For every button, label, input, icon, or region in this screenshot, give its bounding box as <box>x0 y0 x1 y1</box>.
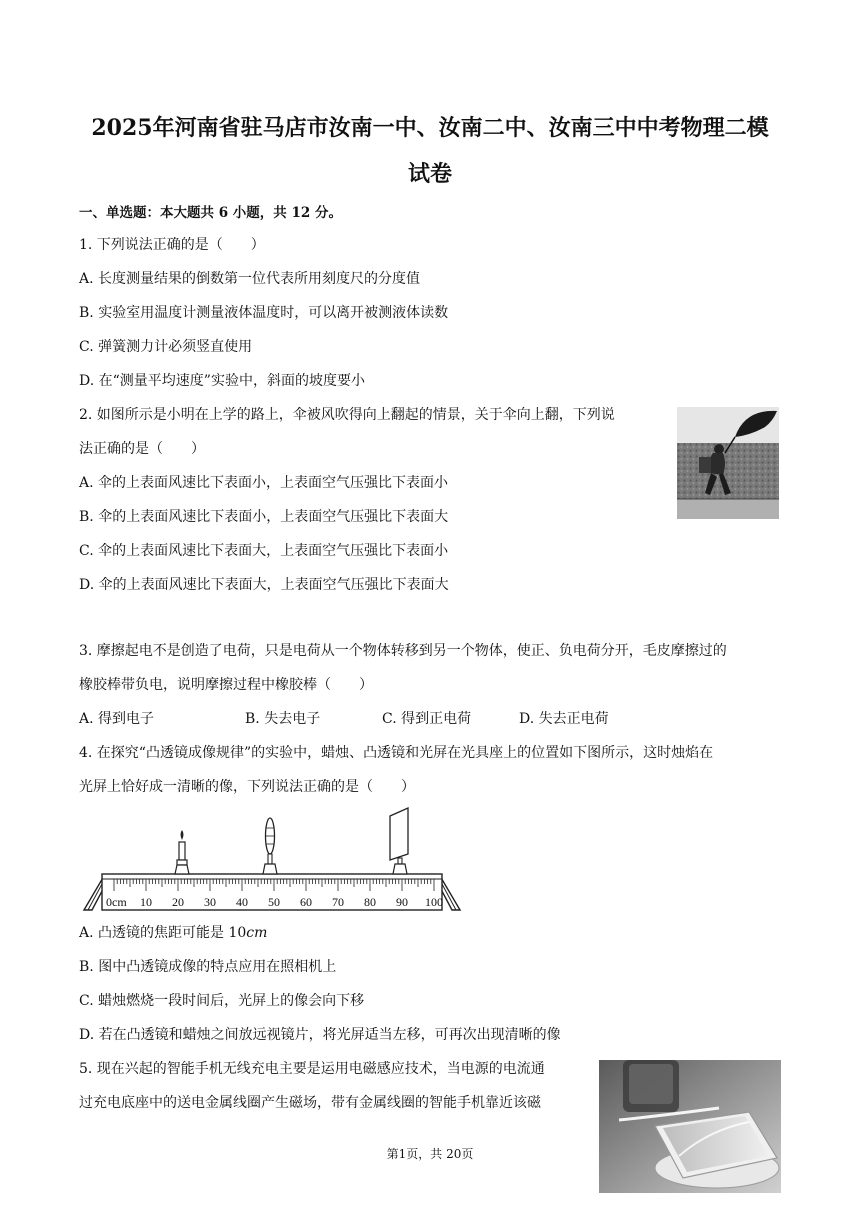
q2-option-d: D. 伞的上表面风速比下表面大，上表面空气压强比下表面大 <box>79 577 449 593</box>
q4-option-a <box>79 923 267 943</box>
q2-stem-line1: 2. 如图所示是小明在上学的路上，伞被风吹得向上翻起的情景，关于伞向上翻，下列说 <box>79 407 615 423</box>
q4-stem-line2: 光屏上恰好成一清晰的像，下列说法正确的是（ ） <box>79 779 415 795</box>
q4-option-a-text: A. 凸透镜的焦距可能是 10 <box>79 925 247 941</box>
bench-tick-label: 50 <box>268 895 280 909</box>
q3-option-d: D. 失去正电荷 <box>519 711 609 727</box>
bench-tick-label: 90 <box>396 895 408 909</box>
q2-option-c: C. 伞的上表面风速比下表面大，上表面空气压强比下表面小 <box>79 543 449 559</box>
q2-stem-line2: 法正确的是（ ） <box>79 441 205 457</box>
optical-bench-diagram <box>80 806 464 912</box>
bench-tick-label: 60 <box>300 895 312 909</box>
q4-option-a-unit: cm <box>246 925 268 941</box>
q5-stem-line2: 过充电底座中的送电金属线圈产生磁场，带有金属线圈的智能手机靠近该磁 <box>79 1095 541 1111</box>
q1-stem: 1. 下列说法正确的是（ ） <box>79 237 265 253</box>
paper-title-line2: 试卷 <box>407 161 452 187</box>
q3-stem-line2: 橡胶棒带负电，说明摩擦过程中橡胶棒（ ） <box>79 677 373 693</box>
q3-option-a: A. 得到电子 <box>79 711 155 727</box>
q1-option-c: C. 弹簧测力计必须竖直使用 <box>79 339 253 355</box>
bench-tick-label: 70 <box>332 895 344 909</box>
q4-stem-line1: 4. 在探究“凸透镜成像规律”的实验中，蜡烛、凸透镜和光屏在光具座上的位置如下图所示，这时烛焰在 <box>79 745 714 761</box>
q4-option-b: B. 图中凸透镜成像的特点应用在照相机上 <box>79 959 337 975</box>
umbrella-photo <box>677 407 779 519</box>
q2-option-a: A. 伞的上表面风速比下表面小，上表面空气压强比下表面小 <box>79 475 449 491</box>
bench-tick-label: 80 <box>364 895 376 909</box>
q5-stem-line1: 5. 现在兴起的智能手机无线充电主要是运用电磁感应技术，当电源的电流通 <box>79 1061 545 1077</box>
q3-option-b: B. 失去电子 <box>245 711 321 727</box>
paper-title-line1: 2025年河南省驻马店市汝南一中、汝南二中、汝南三中中考物理二模 <box>91 115 769 141</box>
bench-tick-label: 40 <box>236 895 248 909</box>
bench-tick-label: 20 <box>172 895 184 909</box>
q2-option-b: B. 伞的上表面风速比下表面小，上表面空气压强比下表面大 <box>79 509 449 525</box>
convex-lens <box>263 818 277 874</box>
q1-option-b: B. 实验室用温度计测量液体温度时，可以离开被测液体读数 <box>79 305 449 321</box>
bench-tick-label: 30 <box>204 895 216 909</box>
candle <box>175 830 189 874</box>
page-footer: 第1页，共 20页 <box>386 1147 474 1161</box>
q1-option-a: A. 长度测量结果的倒数第一位代表所用刻度尺的分度值 <box>79 271 421 287</box>
q4-option-c: C. 蜡烛燃烧一段时间后，光屏上的像会向下移 <box>79 993 365 1009</box>
q4-option-d: D. 若在凸透镜和蜡烛之间放远视镜片，将光屏适当左移，可再次出现清晰的像 <box>79 1027 561 1043</box>
bench-tick-label: 100 <box>425 895 443 909</box>
q3-stem-line1: 3. 摩擦起电不是创造了电荷，只是电荷从一个物体转移到另一个物体，使正、负电荷分开，毛皮摩擦过的 <box>79 643 727 659</box>
light-screen <box>390 808 408 874</box>
wireless-charger-photo <box>599 1060 781 1193</box>
bench-tick-label: 0cm <box>106 895 127 909</box>
q3-option-c: C. 得到正电荷 <box>382 711 472 727</box>
q1-option-d: D. 在“测量平均速度”实验中，斜面的坡度要小 <box>79 373 365 389</box>
section-heading: 一、单选题：本大题共 6 小题，共 12 分。 <box>79 205 342 221</box>
bench-tick-label: 10 <box>140 895 152 909</box>
